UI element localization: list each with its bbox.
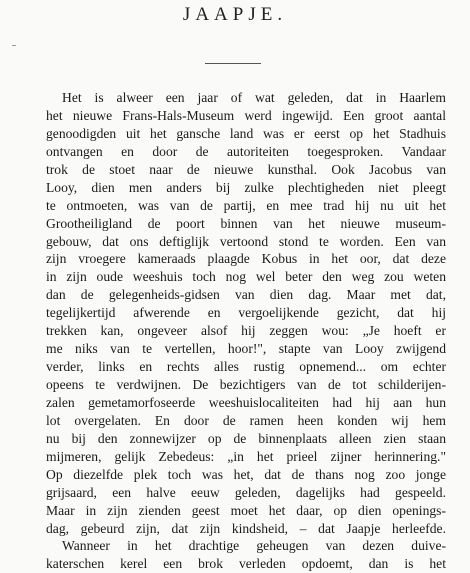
text-line: me niks van te vertellen, hoor!", stapte van Looy zwijgend: [46, 341, 446, 357]
text-line: katerschen kerel een brok verleden opdoemt, dan is het: [46, 556, 446, 572]
text-line: opeens te verdwijnen. De bezichtigers van de tot schilderijen-: [46, 377, 446, 392]
title-rule: [205, 63, 261, 64]
text-line: in zijn oude weeshuis toch nog wel beter den weg zou weten: [46, 269, 446, 285]
text-line: het nieuwe Frans-Hals-Museum werd ingewijd. Een groot aantal: [46, 107, 446, 123]
text-line: Het is alweer een jaar of wat geleden, dat in Haarlem: [62, 90, 446, 105]
text-line: trekken kan, ongeveer alsof hij zeggen wou: „Je hoeft er: [46, 323, 446, 339]
text-line: zalen gemetamorfoseerde weeshuislocaliteiten had hij aan hun: [46, 394, 446, 410]
margin-mark: [12, 45, 16, 46]
text-line: Maar in zijn zienden geest moet het daar, op dien openings-: [46, 502, 446, 518]
text-line: lot overgelaten. En door de ramen heen konden wij hem: [46, 412, 446, 428]
text-line: mijmeren, gelijk Zebedeus: „in het prieel zijner herinnering.": [46, 448, 446, 464]
page-title: JAAPJE.: [182, 4, 288, 25]
text-line: Looy, dien men anders bij zulke plechtigheden niet pleegt: [46, 179, 446, 195]
text-line: dan de gelegenheids-gidsen van dien dag. Maar met dat,: [46, 287, 446, 303]
text-line: dag, gebeurd zijn, dat zijn kindsheid, – dat Jaapje herleefde.: [46, 520, 446, 536]
text-line: Wanneer in het drachtige geheugen van dezen duive-: [62, 538, 446, 554]
text-line: grijsaard, een halve eeuw geleden, dagelijks had gespeeld.: [46, 484, 446, 500]
text-line: zijn vroegere kameraads plaagde Kobus in het oor, dat deze: [46, 251, 446, 267]
text-line: gebouw, dat ons deftiglijk vertoond stond te worden. Een van: [46, 233, 446, 249]
text-line: nu bij den zonnewijzer op de binnenplaats alleen zien staan: [46, 430, 446, 446]
text-line: genoodigden uit het gansche land was er eerst op het Stadhuis: [46, 125, 446, 141]
text-line: Op diezelfde plek toch was het, dat de thans nog zoo jonge: [46, 466, 446, 482]
text-line: te ontmoeten, was van de partij, en mee trad hij nu uit het: [46, 197, 446, 213]
body-text: [46, 89, 446, 573]
text-line: ontvangen en door de autoriteiten toegesproken. Vandaar: [46, 143, 446, 159]
text-line: verder, links en rechts alles rustig opnemend... om echter: [46, 359, 446, 375]
text-line: Grootheiligland de poort binnen van het nieuwe museum-: [46, 215, 446, 231]
text-line: tegelijkertijd afwerende en vergoelijkende gezicht, dat hij: [46, 305, 446, 321]
text-line: trok de stoet naar de nieuwe kunsthal. Ook Jacobus van: [46, 161, 446, 177]
